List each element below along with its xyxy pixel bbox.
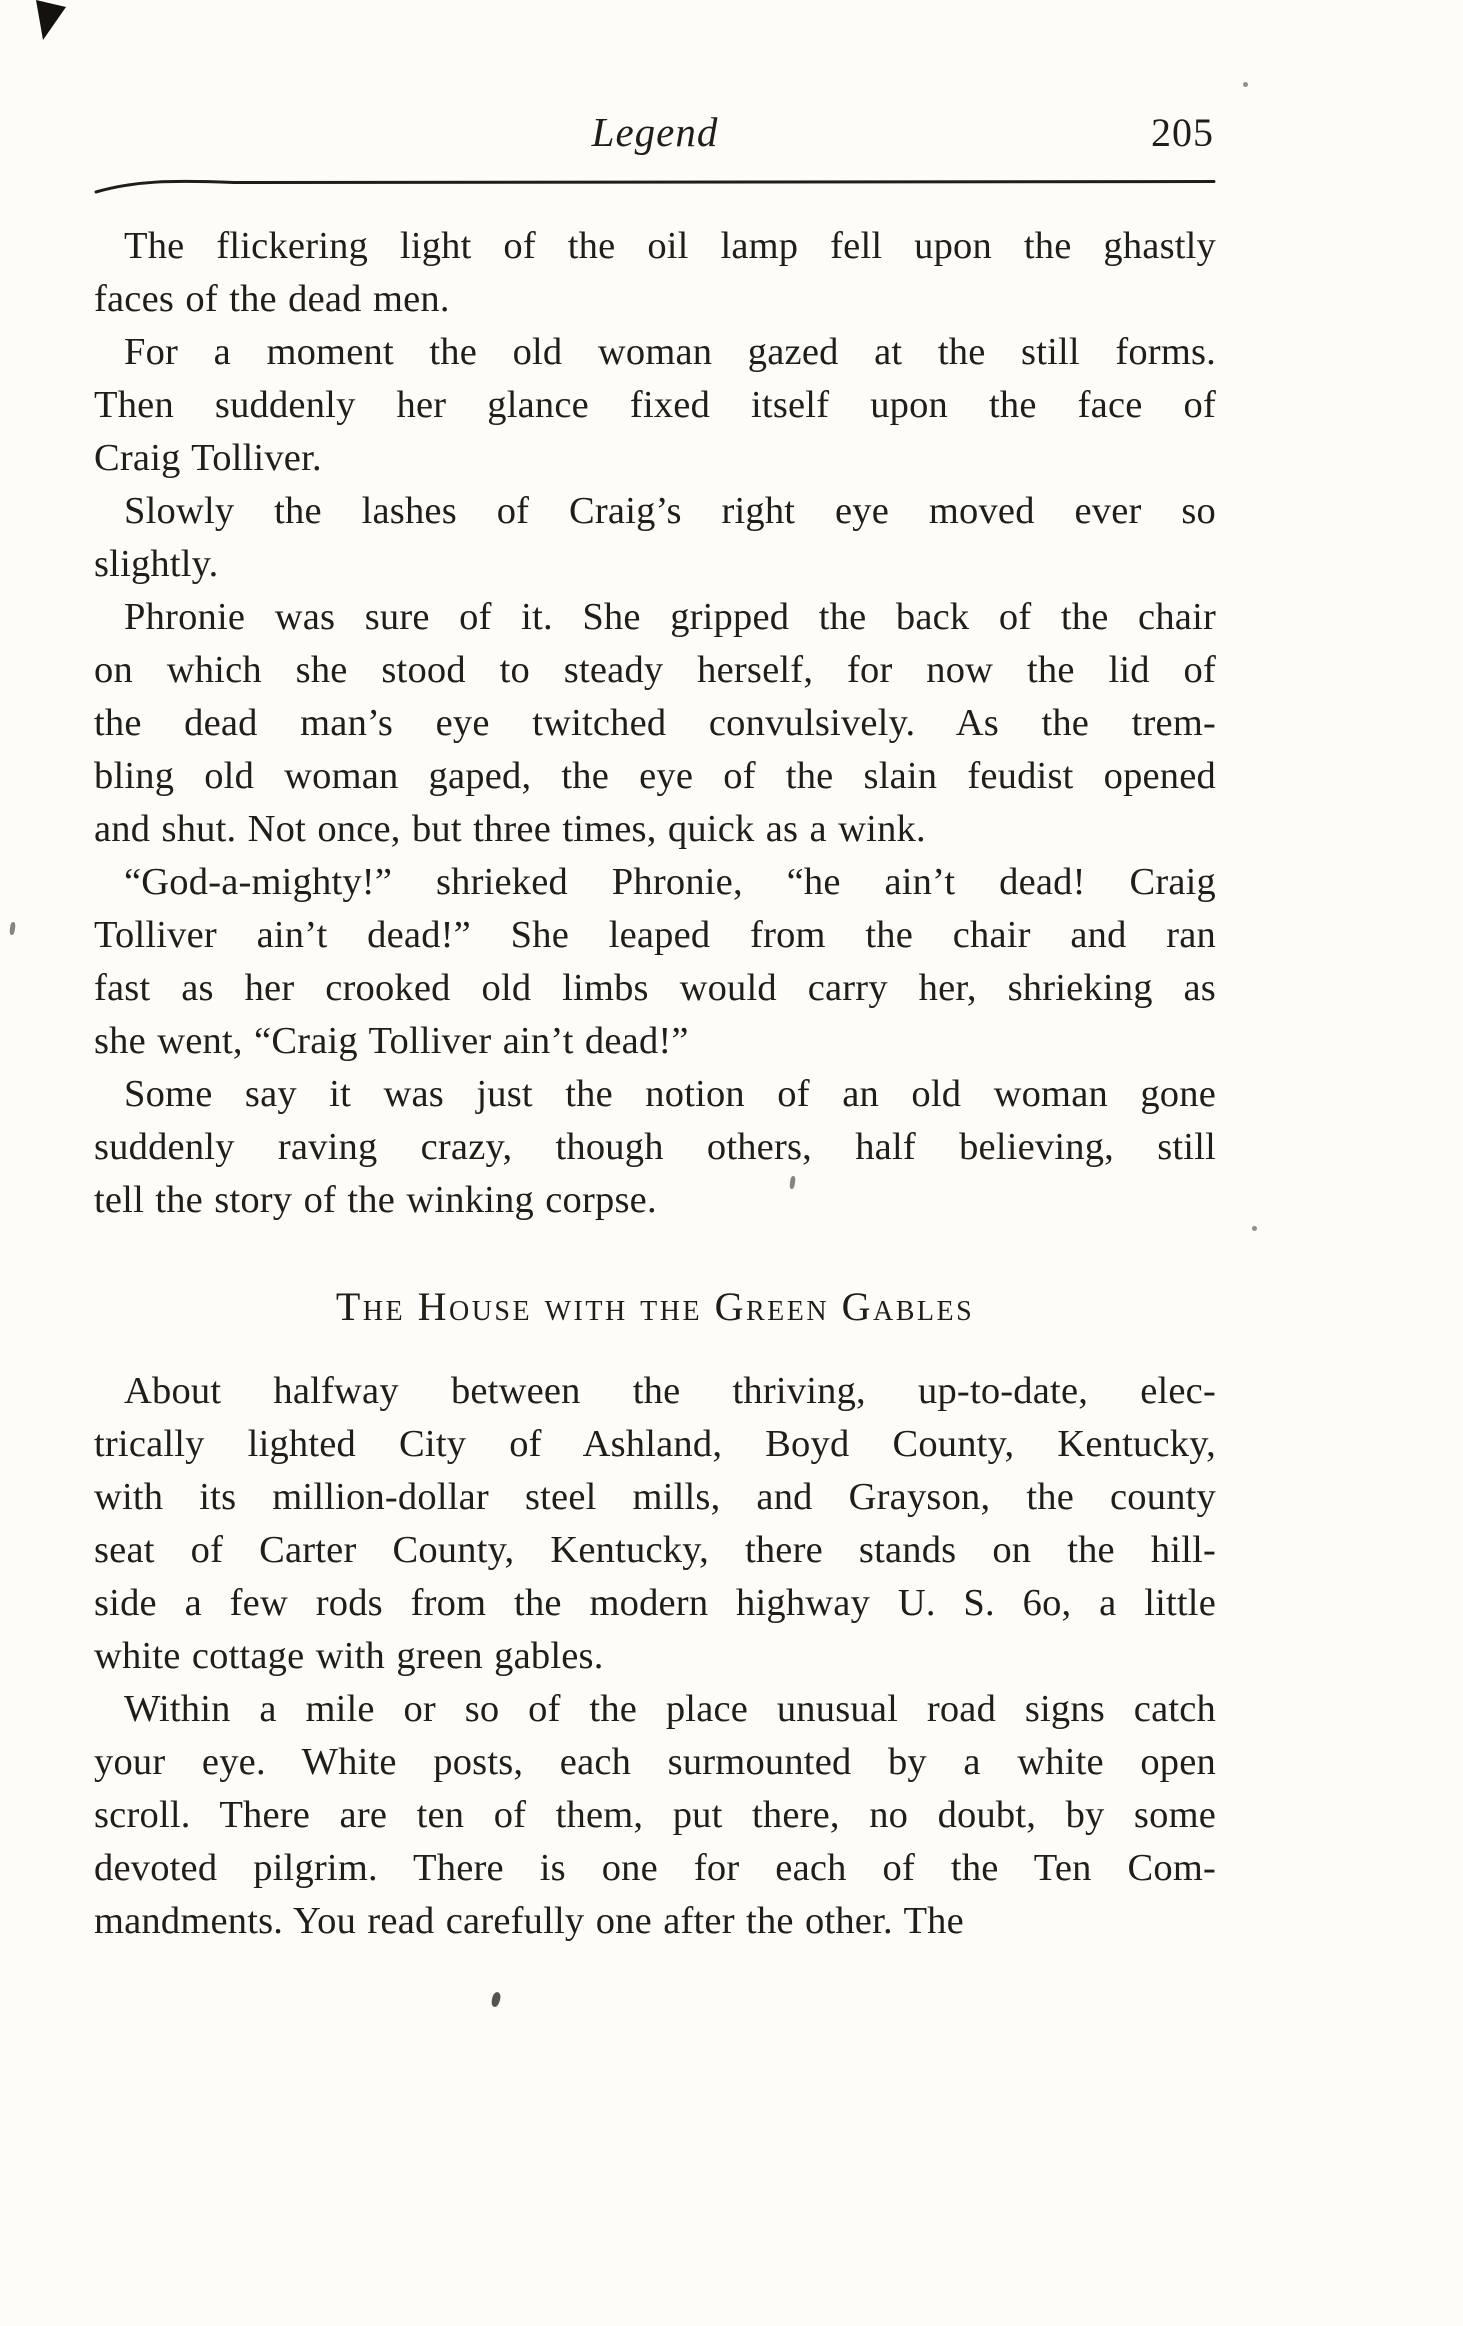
text-line: The flickering light of the oil lamp fell upon the ghastly (124, 225, 1216, 267)
text-column (94, 108, 1216, 1948)
paragraph (94, 1683, 1216, 1948)
header-rule-icon (94, 176, 1216, 196)
text-line: About halfway between the thriving, up-to-date, elec- (124, 1370, 1216, 1412)
text-line: seat of Carter County, Kentucky, there stands on the hill- (94, 1529, 1216, 1571)
text-line: Tolliver ain’t dead!” She leaped from the chair and ran (94, 914, 1216, 956)
text-line: side a few rods from the modern highway U. S. 6o, a little (94, 1582, 1216, 1624)
text-line: Craig Tolliver. (94, 437, 322, 479)
scan-speck (1252, 1226, 1257, 1231)
page-number: 205 (1151, 110, 1214, 155)
scan-speck (9, 922, 16, 936)
paragraph (94, 1365, 1216, 1683)
text-line: Phronie was sure of it. She gripped the back of the chair (124, 596, 1216, 638)
paragraph (94, 856, 1216, 1068)
text-line: the dead man’s eye twitched convulsively. As the trem- (94, 702, 1216, 744)
paragraph (94, 220, 1216, 326)
text-line: suddenly raving crazy, though others, half believing, still (94, 1126, 1216, 1168)
paragraph (94, 485, 1216, 591)
text-line: and shut. Not once, but three times, quick as a wink. (94, 808, 926, 850)
paragraph (94, 1068, 1216, 1227)
paragraph (94, 326, 1216, 485)
text-line: Some say it was just the notion of an old woman gone (124, 1073, 1216, 1115)
text-line: bling old woman gaped, the eye of the slain feudist opened (94, 755, 1216, 797)
text-line: Slowly the lashes of Craig’s right eye moved ever so (124, 490, 1216, 532)
running-title: Legend (591, 109, 719, 155)
text-body (94, 220, 1216, 1948)
section-two (94, 1365, 1216, 1948)
section-heading: The House with the Green Gables (335, 1284, 975, 1329)
paragraph (94, 591, 1216, 856)
text-line: “God-a-mighty!” shrieked Phronie, “he ain’t dead! Craig (124, 861, 1216, 903)
text-line: For a moment the old woman gazed at the still forms. (124, 331, 1216, 373)
text-line: slightly. (94, 543, 219, 585)
section-one (94, 220, 1216, 1227)
text-line: scroll. There are ten of them, put there, no doubt, by some (94, 1794, 1216, 1836)
text-line: trically lighted City of Ashland, Boyd County, Kentucky, (94, 1423, 1216, 1465)
text-line: Then suddenly her glance fixed itself upon the face of (94, 384, 1216, 426)
ink-mark-icon (36, 0, 70, 47)
text-line: fast as her crooked old limbs would carry her, shrieking as (94, 967, 1216, 1009)
text-line: devoted pilgrim. There is one for each of the Ten Com- (94, 1847, 1216, 1889)
text-line: white cottage with green gables. (94, 1635, 604, 1677)
text-line: tell the story of the winking corpse. (94, 1179, 657, 1221)
scan-speck (490, 1991, 501, 2007)
text-line: your eye. White posts, each surmounted by a white open (94, 1741, 1216, 1783)
text-line: faces of the dead men. (94, 278, 450, 320)
page-header (94, 108, 1216, 158)
text-line: she went, “Craig Tolliver ain’t dead!” (94, 1020, 689, 1062)
text-line: with its million-dollar steel mills, and Grayson, the county (94, 1476, 1216, 1518)
text-line: mandments. You read carefully one after the other. The (94, 1900, 964, 1942)
scan-speck (1243, 82, 1248, 87)
text-line: on which she stood to steady herself, for now the lid of (94, 649, 1216, 691)
text-line: Within a mile or so of the place unusual road signs catch (124, 1688, 1216, 1730)
